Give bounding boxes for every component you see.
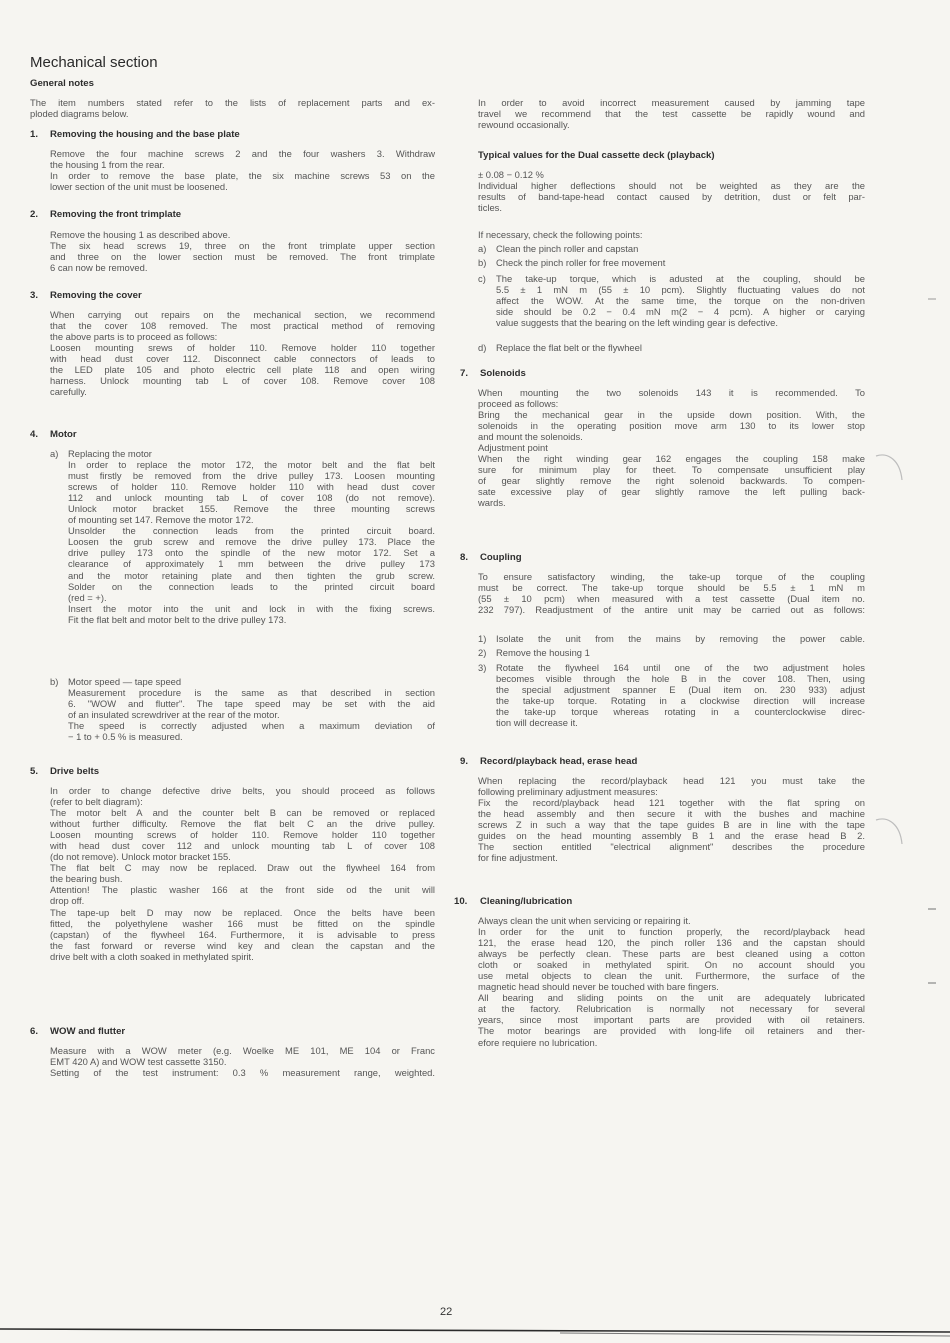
check-list [478,243,865,363]
text-line: and the motor retaining plate and then tighten the grub screw. [68,569,435,581]
text-line: Rotate the flywheel 164 until one of the two adjustment holes [496,662,865,673]
text-line: Unlock motor bracket 155. Remove the three mounting screws [68,503,435,515]
text-line: sate excessive play of gear slightly ramove the left pulling back- [478,486,865,498]
text-line: Loosen mounting screws of holder 110. Remove holder 110 together [50,829,435,841]
text-line: Record/playback head, erase head [480,756,638,767]
text-line: the housing 1 from the rear. [50,159,165,171]
typical-values-heading: Typical values for the Dual cassette deck (playback) [478,150,715,161]
text-line: In order for the unit to function properly, the record/playback head [478,926,865,938]
scan-mark-decoration [872,450,906,490]
text-line: Cleaning/lubrication [480,896,573,907]
text-line: ± 0.08 − 0.12 % [478,169,544,180]
text-line: Removing the front trimplate [50,209,182,220]
text-line: without further difficulty. Remove the flat belt C an the drive pulley. [50,818,435,830]
text-line: 6. "WOW and flutter". The tape speed may be set with the aid [68,698,435,710]
general-notes-text [30,97,435,119]
text-line: Measurement procedure is the same as that described in section [68,687,435,699]
section-3-heading [30,290,435,302]
text-line: carefully. [50,386,87,398]
text-line: screws of holder 110. Remove holder 110 with head dust cover [68,481,435,493]
section-8-heading [460,552,865,564]
text-line: following preliminary adjustment measures: [478,786,658,798]
text-line: When the right winding gear 162 engages the coupling 158 make [478,453,865,465]
typical-values-text [478,169,865,213]
text-line: 3. [30,290,39,301]
coupling-step-2 [496,647,865,658]
text-line: 10. [454,896,468,907]
text-line: Loosen the grub screw and remove the drive pulley 173. Place the [68,536,435,548]
text-line: (capstan) of the flywheel 164. Furthermore, it is advisable to press [50,928,435,940]
text-line: tion will decrease it. [496,717,578,729]
text-line: Fix the record/playback head 121 together with the flat spring on [478,797,865,809]
text-line: 6 can now be removed. [50,262,148,274]
text-line: at the factory. Relubrication is normally not necessary for several [478,1003,865,1015]
section-10-heading [454,896,865,908]
text-line: In order to remove the base plate, the six machine screws 53 on the [50,170,435,182]
text-line: the fast forward or reverse wind key and clean the capstan and the [50,939,435,951]
item-label: 3) [478,662,487,673]
text-line: Motor [50,429,77,440]
text-line: Replacing the motor [68,448,152,459]
text-line: ploded diagrams below. [30,108,129,120]
text-line: must be correct. The take-up torque should be 5.5 ± 1 mN m [478,582,865,594]
check-intro [478,229,865,240]
item-label: c) [478,273,486,284]
text-line: fitted, the polyethylene washer 166 must be fitted on the spindle [50,917,435,929]
text-line: and three on the lower section must be removed. The front trimplate [50,251,435,263]
text-line: 6. [30,1026,39,1037]
item-label: b) [478,257,487,268]
check-item-d [496,342,865,353]
section-2-text [50,229,435,273]
page-title: Mechanical section [30,54,158,71]
text-line: the special adjustment spanner E (Dual item on. 230 933) adjust [496,684,865,696]
text-line: Remove the four machine screws 2 and the four washers 3. Withdraw [50,148,435,159]
text-line: The motor belt A and the counter belt B can be removed or replaced [50,807,435,819]
text-line: rewound occasionally. [478,119,570,131]
text-line: efore requiere no lubrication. [478,1036,598,1048]
coupling-steps [478,633,865,748]
section-9-text [478,775,865,863]
section-8-text [478,571,865,615]
text-line: The motor bearings are provided with long-life oil retainers and ther- [478,1025,865,1037]
text-line: for fine adjustment. [478,852,558,864]
scan-mark-decoration [926,980,938,986]
text-line: Isolate the unit from the mains by removing the power cable. [496,633,865,644]
text-line: EMT 420 A) and WOW test cassette 3150. [50,1056,227,1068]
section-2-heading [30,209,435,221]
text-line: Remove the housing 1 as described above. [50,229,231,240]
bottom-edge-line [0,1326,950,1338]
section-3-text [50,309,435,397]
section-4a-text [68,448,435,625]
text-line: − 1 to + 0.5 % is measured. [68,731,183,743]
text-line: All bearing and sliding points on the unit are adequately lubricated [478,992,865,1004]
text-line: Removing the housing and the base plate [50,129,240,140]
text-line: guides on the head mounting assembly B 1 and the erase head B 2. [478,830,865,842]
section-4-body [50,448,435,748]
text-line: 9. [460,756,469,767]
section-1-heading [30,129,435,141]
section-1-text [50,148,435,192]
text-line: (do not remove). Unlock motor bracket 155. [50,851,231,863]
text-line: In order to replace the motor 172, the motor belt and the flat belt [68,459,435,471]
check-item-c [496,273,865,328]
text-line: becomes visible through the hole B in the cover 108. Then, using [496,673,865,685]
text-line: Replace the flat belt or the flywheel [496,342,642,353]
scan-mark-decoration [872,814,906,854]
item-label: b) [50,676,59,687]
text-line: Bring the mechanical gear in the upside down position. With, the [478,409,865,421]
text-line: with head dust cover 112 and unlock mounting tab L of cover 108 [50,840,435,852]
text-line: In order to change defective drive belts, you should proceed as follows [50,785,435,796]
section-7-heading [460,368,865,380]
text-line: Individual higher deflections should not be weighted as they are the [478,180,865,192]
text-line: Removing the cover [50,290,142,301]
text-line: the bearing bush. [50,873,123,885]
section-9-heading [460,756,865,768]
text-line: Measure with a WOW meter (e.g. Woelke ME 101, ME 104 or Franc [50,1045,435,1056]
text-line: and mount the solenoids. [478,431,583,443]
text-line: Coupling [480,552,522,563]
text-line: proceed as follows: [478,398,559,410]
text-line: If necessary, check the following points: [478,229,643,240]
section-4-heading [30,429,435,441]
text-line: Fit the flat belt and motor belt to the drive pulley 173. [68,613,287,625]
section-6-heading [30,1026,435,1038]
text-line: 5.5 ± 1 mN m (55 ± 10 pcm). Slightly fluctuating values do not [496,284,865,296]
text-line: Drive belts [50,766,100,777]
text-line: The speed is correctly adjusted when a maximum deviation of [68,720,435,732]
text-line: Adjustment point [478,442,548,454]
text-line: that the cover 108 removed. The most practical method of removing [50,320,435,332]
text-line: travel we recommend that the test cassette be rapidly wound and [478,108,865,120]
section-10-text [478,915,865,1048]
text-line: The six head screws 19, three on the front trimplate upper section [50,240,435,252]
text-line: the above parts is to proceed as follows: [50,331,218,343]
text-line: Attention! The plastic washer 166 at the front side od the unit will [50,884,435,896]
coupling-step-3 [496,662,865,728]
text-line: of gear slightly remove the right solenoid backwards. To compen- [478,475,865,487]
text-line: 232 797). Readjustment of the antire unit may be carried out as follows: [478,604,865,616]
text-line: Solenoids [480,368,526,379]
check-item-b [496,257,865,268]
item-label: d) [478,342,487,353]
text-line: years, since most important parts are provided with oil retainers. [478,1014,865,1026]
text-line: When mounting the two solenoids 143 it is recommended. To [478,387,865,398]
text-line: sure for minimum play for theet. To compensate unsufficient play [478,464,865,476]
text-line: 5. [30,766,39,777]
item-label: a) [50,448,59,459]
text-line: (red = +). [68,591,107,603]
text-line: ticles. [478,202,502,214]
text-line: cloth or soaked in methylated spirit. On no account should you [478,959,865,971]
text-line: always be perfectly clean. These parts are best cleaned using a cotton [478,948,865,960]
item-label: a) [478,243,487,254]
text-line: 112 and unlock mounting tab L of cover 108 (do not remove). [68,492,435,504]
text-line: 7. [460,368,469,379]
text-line: The flat belt C may now be replaced. Draw out the flywheel 164 from [50,862,435,874]
text-line: The item numbers stated refer to the lists of replacement parts and ex- [30,97,435,108]
text-line: Check the pinch roller for free movement [496,257,666,268]
text-line: of an insulated screwdriver at the rear of the motor. [68,709,280,721]
text-line: In order to avoid incorrect measurement caused by jamming tape [478,97,865,108]
text-line: (55 ± 10 pcm) when measured with a test cassette (Dual item no. [478,593,865,605]
text-line: of mounting set 147. Remove the motor 172. [68,514,254,526]
text-line: When replacing the record/playback head 121 you must take the [478,775,865,786]
text-line: Insert the motor into the unit and lock in with the fixing screws. [68,602,435,614]
text-line: solenoids in the operating position move arm 130 to its lower stop [478,420,865,432]
text-line: use metal objects to clean the unit. Furthermore, the surface of the [478,970,865,982]
text-line: the take-up torque whereas rotating in a counterclockwise direc- [496,706,865,718]
section-5-text [50,785,435,962]
text-line: must firstly be removed from the drive pulley 173. Loosen mounting [68,470,435,482]
text-line: 2. [30,209,39,220]
text-line: The take-up torque, which is adusted at the coupling, should be [496,273,865,284]
section-7-text [478,387,865,509]
text-line: the head assembly and then secure it with the bushes and machine [478,808,865,820]
text-line: drive belt with a cloth soaked in methylated spirit. [50,950,254,962]
text-line: affect the WOW. At the same time, the torque on the non-driven [496,295,865,307]
section-5-heading [30,766,435,778]
text-line: lower section of the unit must be loosened. [50,181,228,193]
text-line: 8. [460,552,469,563]
text-line: harness. Unlock mounting tab L of cover 108. Remove cover 108 [50,375,435,387]
section-4b-text [68,676,435,742]
text-line: the LED plate 105 and photo electric cell plate 118 and open wiring [50,364,435,376]
text-line: The tape-up belt D may now be replaced. Once the belts have been [50,906,435,918]
text-line: Motor speed — tape speed [68,676,182,687]
scan-mark-decoration [926,906,938,912]
scan-mark-decoration [926,296,938,302]
item-label: 1) [478,633,487,644]
text-line: Always clean the unit when servicing or repairing it. [478,915,691,926]
text-line: magnetic head should never be touched with bare fingers. [478,981,719,993]
text-line: value suggests that the bearing on the left winding gear is defective. [496,317,778,329]
text-line: results of band-tape-head contact caused by detrition, dust or felt par- [478,191,865,203]
text-line: wards. [478,497,506,509]
text-line: 1. [30,129,39,140]
text-line: side should be 0.2 − 0.4 mN m(2 − 4 pcm). A higher or carying [496,306,865,318]
text-line: with head dust cover 112. Disconnect cable connectors of leads to [50,353,435,365]
text-line: screws Z in such a way that the tape guides B are in line with the tape [478,819,865,831]
text-line: Loosen mounting srews of holder 110. Remove holder 110 together [50,342,435,354]
section-6-text [50,1045,435,1078]
text-line: (refer to belt diagram): [50,796,143,808]
text-line: Setting of the test instrument: 0.3 % measurement range, weighted. [50,1067,435,1079]
general-notes-heading: General notes [30,78,94,89]
text-line: drive pulley 173 onto the spindle of the new motor 172. Set a [68,547,435,559]
wow-continuation-text [478,97,865,130]
text-line: Remove the housing 1 [496,647,590,658]
text-line: clearance of approximately 1 mm between the drive pulley 173 [68,558,435,570]
coupling-step-1 [496,633,865,644]
text-line: To ensure satisfactory winding, the take-up torque of the coupling [478,571,865,582]
text-line: When carrying out repairs on the mechanical section, we recommend [50,309,435,320]
text-line: the take-up torque. Rotating in a clockwise direction will increase [496,695,865,707]
text-line: The section entitled "electrical alignment" describes the procedure [478,841,865,853]
item-label: 2) [478,647,487,658]
text-line: 4. [30,429,39,440]
text-line: Clean the pinch roller and capstan [496,243,639,254]
text-line: Solder on the connection leads to the printed circuit board [68,580,435,592]
text-line: 121, the erase head 120, the pinch roller 136 and the capstan should [478,937,865,949]
text-line: Unsolder the connection leads from the printed circuit board. [68,525,435,537]
text-line: drop off. [50,895,85,907]
check-item-a [496,243,865,254]
page-number: 22 [440,1306,453,1318]
text-line: WOW and flutter [50,1026,126,1037]
